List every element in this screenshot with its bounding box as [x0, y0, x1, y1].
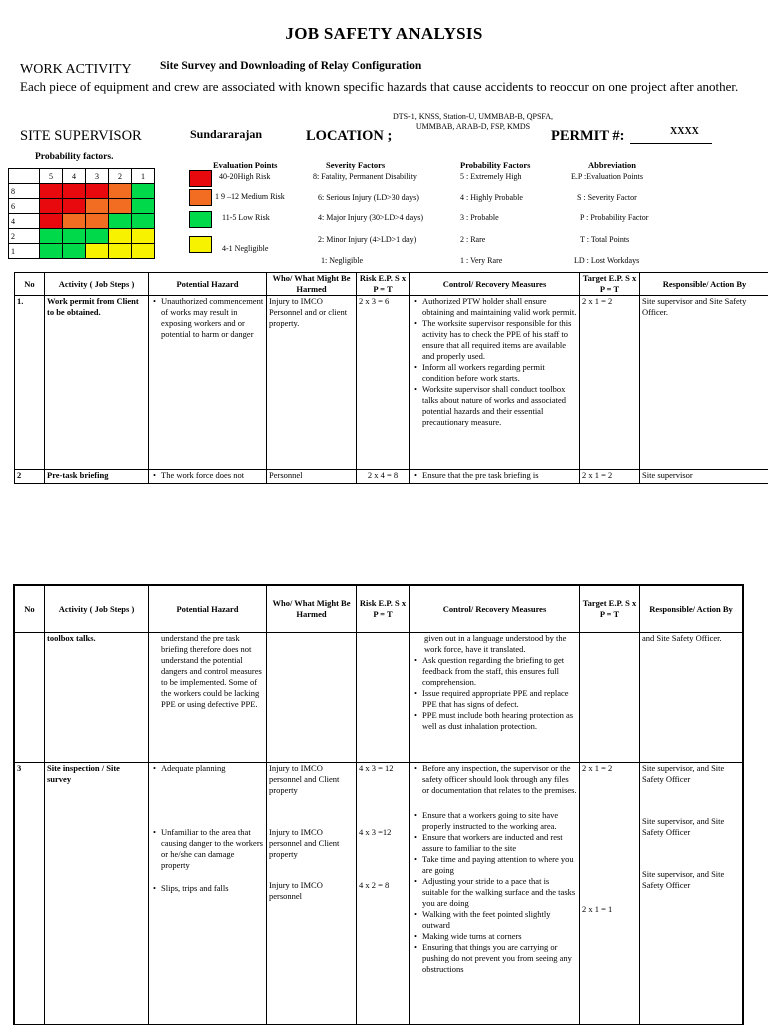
control-item: • Ensure that workers are inducted and rest assure to familiar to the site [422, 832, 577, 854]
matrix-corner [9, 169, 40, 184]
jsa-table-page-2 [14, 585, 743, 1025]
abbreviation-item: E.P :Evaluation Points [571, 172, 643, 181]
harmed-item: Injury to IMCO personnel [269, 880, 354, 902]
hazard-item: • The work force does not [161, 470, 264, 481]
matrix-cell [63, 199, 86, 214]
matrix-col-header: 1 [132, 169, 155, 184]
matrix-cell [132, 184, 155, 199]
hazard-item: • Unauthorized commencement of works may result in exposing workers and or potential to harm or danger [161, 296, 264, 340]
probability-title: Probability Factors [460, 160, 530, 170]
header-hazard: Potential Hazard [149, 273, 267, 296]
hazard-item: • Slips, trips and falls [161, 883, 264, 894]
matrix-col-header: 3 [86, 169, 109, 184]
control-item: • PPE must include both hearing protection as well as dust inhalation protection. [422, 710, 577, 732]
row-no: 3 [15, 763, 45, 1025]
abbreviation-item: T : Total Points [580, 235, 629, 244]
matrix-cell [63, 184, 86, 199]
row-activity: Work permit from Client to be obtained. [45, 296, 149, 470]
responsible-item: Site supervisor, and Site Safety Officer [642, 763, 740, 785]
matrix-cell [86, 184, 109, 199]
matrix-cell [109, 214, 132, 229]
evaluation-item: 11-5 Low Risk [222, 213, 270, 222]
matrix-row-label: 6 [9, 199, 40, 214]
matrix-row [9, 199, 155, 214]
matrix-col-header: 5 [40, 169, 63, 184]
location-label: LOCATION ; [306, 128, 392, 145]
target-item: 2 x 1 = 2 [582, 763, 637, 774]
abbreviation-item: P : Probability Factor [580, 213, 648, 222]
probability-item: 5 : Extremely High [460, 172, 522, 181]
intro-text: Each piece of equipment and crew are associated with known specific hazards that cause accidents to reoccur on one project after another. [20, 79, 755, 95]
row-target: 2 x 1 = 2 [580, 470, 640, 484]
row-hazard [149, 296, 267, 470]
header-risk: Risk E.P. S x P = T [357, 273, 410, 296]
severity-item: 2: Minor Injury (4>LD>1 day) [318, 235, 416, 244]
work-activity-label: WORK ACTIVITY [20, 62, 132, 78]
control-item: • Worksite supervisor shall conduct toolbox talks about nature of works and associated potential hazards and their essential precautionary measure. [422, 384, 577, 428]
control-item: • Issue required appropriate PPE and replace PPE that has signs of defect. [422, 688, 577, 710]
row-responsible [640, 763, 743, 1025]
control-item: • Inform all workers regarding permit condition before work starts. [422, 362, 577, 384]
matrix-cell [40, 184, 63, 199]
matrix-cell [86, 214, 109, 229]
matrix-cell [40, 199, 63, 214]
table-row [15, 470, 768, 484]
row-harmed [267, 763, 357, 1025]
severity-item: 1: Negligible [321, 256, 363, 265]
row-hazard [149, 470, 267, 484]
header-no: No [15, 586, 45, 633]
row-activity: Site inspection / Site survey [45, 763, 149, 1025]
permit-value: XXXX [670, 126, 699, 137]
header-target: Target E.P. S x P = T [580, 273, 640, 296]
row-responsible: and Site Safety Officer. [640, 633, 743, 763]
matrix-cell [40, 229, 63, 244]
jsa-table-page-1 [14, 272, 768, 484]
header-controls: Control/ Recovery Measures [410, 273, 580, 296]
row-risk [357, 633, 410, 763]
matrix-cell [132, 199, 155, 214]
site-supervisor-value: Sundararajan [190, 127, 262, 142]
probability-item: 4 : Highly Probable [460, 193, 523, 202]
row-responsible: Site supervisor and Site Safety Officer. [640, 296, 768, 470]
row-activity: Pre-task briefing [45, 470, 149, 484]
matrix-row-label: 2 [9, 229, 40, 244]
risk-item: 4 x 2 = 8 [359, 880, 407, 891]
control-item: • Ask question regarding the briefing to get feedback from the staff, this ensures full comprehension. [422, 655, 577, 688]
probability-item: 1 : Very Rare [460, 256, 502, 265]
row-responsible: Site supervisor [640, 470, 768, 484]
probability-item: 2 : Rare [460, 235, 485, 244]
matrix-cell [40, 214, 63, 229]
matrix-cell [86, 244, 109, 259]
control-item: • Before any inspection, the supervisor or the safety officer should look through any files or documentation that relates to the premises. [422, 763, 577, 796]
matrix-cell [40, 244, 63, 259]
target-item: 2 x 1 = 1 [582, 904, 637, 915]
matrix-cell [63, 244, 86, 259]
row-harmed: Injury to IMCO Personnel and or client property. [267, 296, 357, 470]
matrix-row [9, 244, 155, 259]
hazard-item: • Unfamiliar to the area that causing danger to the workers or he/she can damage property [161, 827, 264, 871]
matrix-row-label: 8 [9, 184, 40, 199]
control-item: • The worksite supervisor responsible for this activity has to check the PPE of his staff to ensure that all required items are available and properly used. [422, 318, 577, 362]
row-target [580, 763, 640, 1025]
matrix-cell [86, 199, 109, 214]
severity-item: 8: Fatality, Permanent Disability [313, 172, 417, 181]
control-item: • Ensure that the pre task briefing is [422, 470, 577, 481]
abbreviation-item: S : Severity Factor [577, 193, 637, 202]
work-activity-value: Site Survey and Downloading of Relay Configuration [160, 60, 421, 72]
harmed-item: Injury to IMCO personnel and Client property [269, 827, 354, 860]
table-row [15, 296, 768, 470]
location-value: DTS-1, KNSS, Station-U, UMMBAB-B, QPSFA, UMMBAB, ARAB-D, FSP, KMDS [388, 112, 558, 131]
row-risk: 2 x 4 = 8 [357, 470, 410, 484]
responsible-item: Site supervisor, and Site Safety Officer [642, 869, 740, 891]
harmed-item: Injury to IMCO personnel and Client property [269, 763, 354, 796]
evaluation-item: 4-1 Negligible [222, 244, 268, 253]
evaluation-item: 1 9 –12 Medium Risk [215, 192, 285, 201]
hazard-item: • Adequate planning [161, 763, 264, 774]
row-hazard [149, 763, 267, 1025]
matrix-row-label: 1 [9, 244, 40, 259]
severity-item: 4: Major Injury (30>LD>4 days) [318, 213, 423, 222]
table-row [15, 763, 743, 1025]
header-responsible: Responsible/ Action By [640, 273, 768, 296]
matrix-col-header: 4 [63, 169, 86, 184]
matrix-col-header: 2 [109, 169, 132, 184]
header-activity: Activity ( Job Steps ) [45, 273, 149, 296]
permit-label: PERMIT #: [551, 128, 624, 145]
control-item: • Ensure that a workers going to site have properly instructed to the working area. [422, 810, 577, 832]
matrix-cell [132, 229, 155, 244]
probability-factors-title: Probability factors. [35, 152, 113, 162]
risk-item: 4 x 3 =12 [359, 827, 407, 838]
row-activity: toolbox talks. [45, 633, 149, 763]
matrix-cell [109, 199, 132, 214]
matrix-cell [63, 229, 86, 244]
control-continuation: given out in a language understood by the work force, have it translated. [412, 633, 577, 655]
control-item: • Take time and paying attention to where you are going [422, 854, 577, 876]
header-no: No [15, 273, 45, 296]
high-risk-swatch [189, 170, 212, 187]
header-activity: Activity ( Job Steps ) [45, 586, 149, 633]
site-supervisor-label: SITE SUPERVISOR [20, 128, 142, 145]
header-target: Target E.P. S x P = T [580, 586, 640, 633]
header-controls: Control/ Recovery Measures [410, 586, 580, 633]
row-target: 2 x 1 = 2 [580, 296, 640, 470]
table-header-row [15, 273, 768, 296]
permit-underline [630, 143, 712, 144]
row-no: 1. [15, 296, 45, 470]
risk-matrix [8, 168, 155, 259]
abbreviation-title: Abbreviation [588, 160, 636, 170]
table-row [15, 633, 743, 763]
header-harmed: Who/ What Might Be Harmed [267, 586, 357, 633]
matrix-cell [109, 184, 132, 199]
matrix-row-label: 4 [9, 214, 40, 229]
control-item: • Ensuring that things you are carrying or pushing do not prevent you from seeing any obstructions [422, 942, 577, 975]
risk-item: 4 x 3 = 12 [359, 763, 407, 774]
abbreviation-item: LD : Lost Workdays [574, 256, 639, 265]
matrix-cell [109, 229, 132, 244]
header-hazard: Potential Hazard [149, 586, 267, 633]
evaluation-title: Evaluation Points [213, 160, 277, 170]
control-item: • Adjusting your stride to a pace that is suitable for the walking surface and the tasks you are doing [422, 876, 577, 909]
matrix-header-row [9, 169, 155, 184]
negligible-swatch [189, 236, 212, 253]
matrix-row [9, 214, 155, 229]
header-responsible: Responsible/ Action By [640, 586, 743, 633]
matrix-row [9, 184, 155, 199]
medium-risk-swatch [189, 189, 212, 206]
row-target [580, 633, 640, 763]
row-no [15, 633, 45, 763]
row-controls [410, 470, 580, 484]
control-item: • Making wide turns at corners [422, 931, 577, 942]
row-risk [357, 763, 410, 1025]
row-no: 2 [15, 470, 45, 484]
evaluation-item: 40-20High Risk [219, 172, 270, 181]
page-title: JOB SAFETY ANALYSIS [0, 24, 768, 44]
probability-item: 3 : Probable [460, 213, 499, 222]
row-harmed [267, 633, 357, 763]
matrix-cell [63, 214, 86, 229]
matrix-cell [86, 229, 109, 244]
control-item: • Authorized PTW holder shall ensure obtaining and maintaining valid work permit. [422, 296, 577, 318]
matrix-cell [132, 214, 155, 229]
control-item: • Walking with the feet pointed slightly outward [422, 909, 577, 931]
header-harmed: Who/ What Might Be Harmed [267, 273, 357, 296]
row-controls [410, 296, 580, 470]
matrix-cell [132, 244, 155, 259]
row-controls [410, 763, 580, 1025]
header-risk: Risk E.P. S x P = T [357, 586, 410, 633]
matrix-row [9, 229, 155, 244]
table-header-row [15, 586, 743, 633]
row-risk: 2 x 3 = 6 [357, 296, 410, 470]
low-risk-swatch [189, 211, 212, 228]
severity-title: Severity Factors [326, 160, 385, 170]
row-controls [410, 633, 580, 763]
row-harmed: Personnel [267, 470, 357, 484]
responsible-item: Site supervisor, and Site Safety Officer [642, 816, 740, 838]
matrix-cell [109, 244, 132, 259]
severity-item: 6: Serious Injury (LD>30 days) [318, 193, 419, 202]
row-hazard: understand the pre task briefing therefore does not understand the potential dangers and control measures to be implemented. Some of the workers could be lacking PPE or using defective PPE. [149, 633, 267, 763]
